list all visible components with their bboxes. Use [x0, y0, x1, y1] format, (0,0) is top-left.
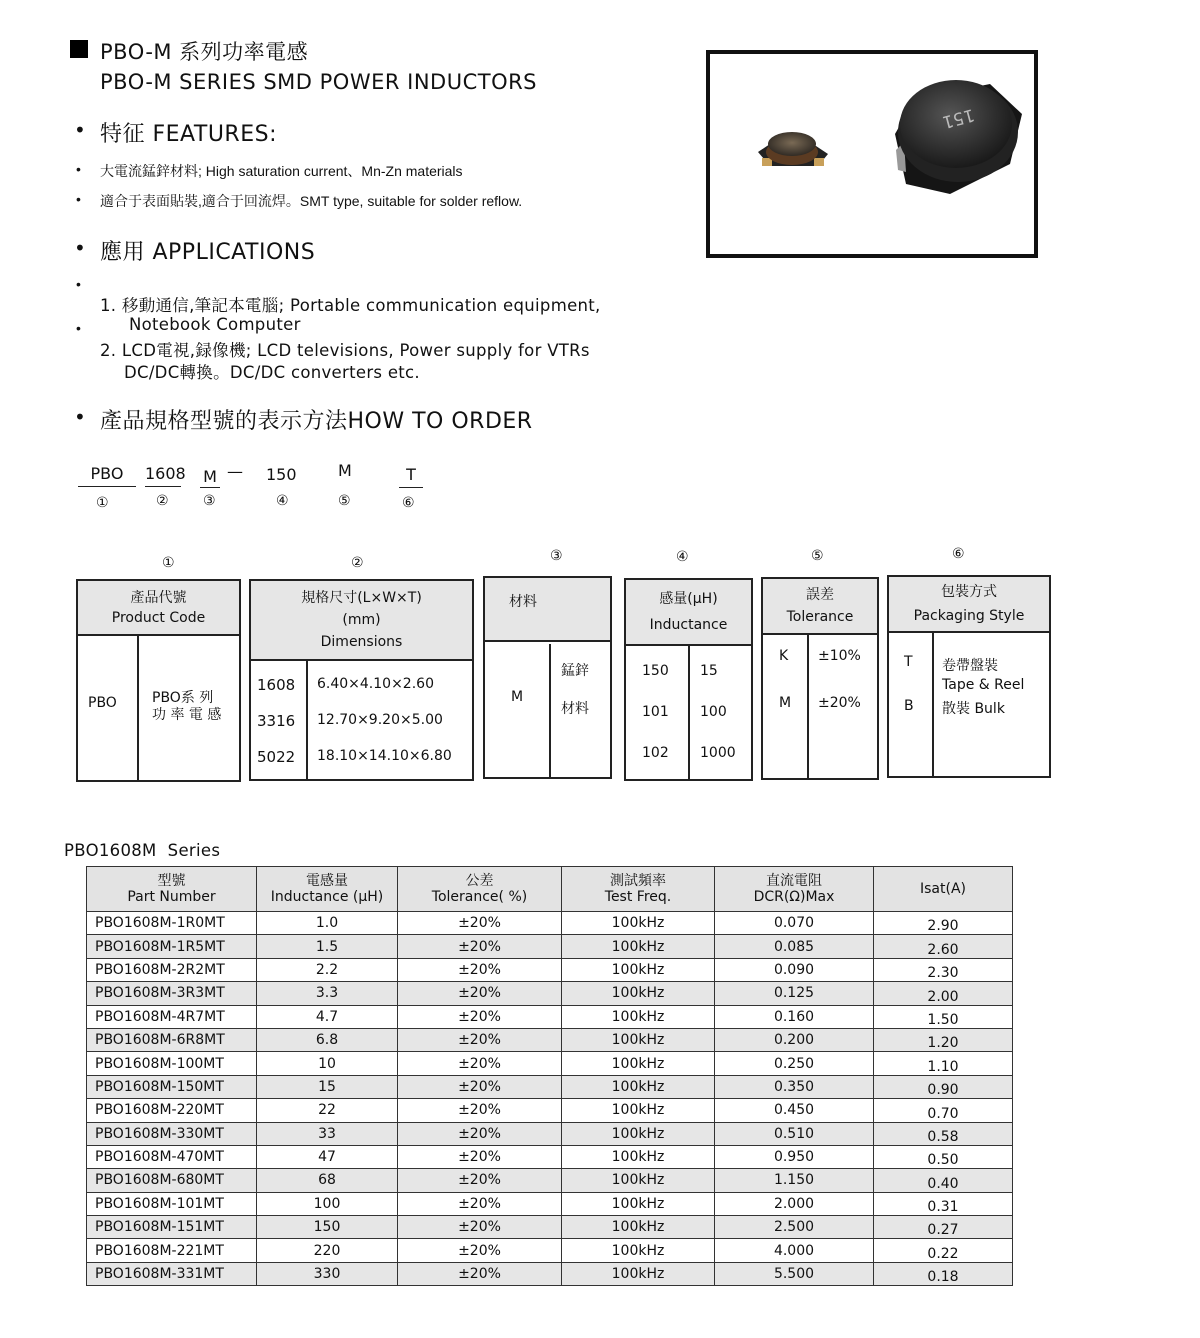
table-cell: 100kHz — [562, 935, 715, 958]
order-code-part: M — [200, 467, 220, 488]
header-en: Dimensions — [320, 634, 403, 650]
table-cell: 100kHz — [562, 1192, 715, 1215]
bullet-icon: • — [76, 320, 81, 336]
table-cell: 1.10 — [874, 1052, 1013, 1075]
table-cell: 0.160 — [715, 1005, 874, 1028]
table-cell: 100kHz — [562, 1052, 715, 1075]
table-cell: 15 — [257, 1075, 398, 1098]
code-cell: M — [511, 689, 524, 705]
desc-cell: 卷帶盤裝 — [942, 658, 998, 674]
table-cell: ±20% — [398, 1239, 562, 1262]
bullet-icon: • — [76, 191, 81, 207]
table-cell: 1.5 — [257, 935, 398, 958]
table-cell: 1.150 — [715, 1169, 874, 1192]
code-cell: 1608 — [257, 676, 296, 694]
application-line: 1. 移動通信,筆記本電腦; Portable communication equipment, — [100, 296, 601, 315]
table-cell: PBO1608M-6R8MT — [87, 1028, 257, 1051]
table-cell: PBO1608M-330MT — [87, 1122, 257, 1145]
table-cell: PBO1608M-470MT — [87, 1145, 257, 1168]
table-cell: ±20% — [398, 912, 562, 935]
header-en: Packaging Style — [913, 608, 1025, 624]
box-header — [626, 580, 751, 646]
table-cell: 2.2 — [257, 958, 398, 981]
box-header — [763, 579, 877, 635]
code-cell: 102 — [642, 745, 669, 761]
table-cell: ±20% — [398, 1028, 562, 1051]
table-cell: 2.60 — [874, 935, 1013, 958]
box-num: ④ — [676, 549, 689, 565]
table-cell: ±20% — [398, 1192, 562, 1215]
table-cell: ±20% — [398, 982, 562, 1005]
box-header — [889, 577, 1049, 633]
order-code-part: 1608 — [145, 464, 181, 487]
table-cell: 100kHz — [562, 958, 715, 981]
table-cell: 100 — [257, 1192, 398, 1215]
table-cell: 3.3 — [257, 982, 398, 1005]
column-header-cn: 電感量 — [306, 873, 348, 889]
desc-cell: 材料 — [561, 701, 589, 717]
table-cell: 0.250 — [715, 1052, 874, 1075]
table-cell: 1.0 — [257, 912, 398, 935]
table-cell: 0.510 — [715, 1122, 874, 1145]
table-cell: 100kHz — [562, 1216, 715, 1239]
table-row — [87, 958, 1013, 981]
table-cell: PBO1608M-100MT — [87, 1052, 257, 1075]
applications-heading: 應用 APPLICATIONS — [100, 240, 316, 265]
table-cell: 10 — [257, 1052, 398, 1075]
header-cn: 包裝方式 — [941, 584, 997, 600]
dim-cell: 6.40×4.10×2.60 — [317, 676, 434, 692]
table-cell: 4.000 — [715, 1239, 874, 1262]
order-num: ① — [96, 495, 109, 511]
table-cell: 0.70 — [874, 1099, 1013, 1122]
title-cn: PBO-M 系列功率電感 — [100, 40, 309, 64]
inductor-image — [710, 54, 1034, 254]
column-header — [874, 867, 1013, 912]
table-cell: 2.500 — [715, 1216, 874, 1239]
code-cell: M — [779, 695, 792, 711]
column-header-en: Tolerance( %) — [431, 889, 528, 905]
val-cell: 15 — [700, 663, 718, 679]
table-cell: ±20% — [398, 1262, 562, 1285]
order-num: ② — [156, 493, 169, 509]
box-num: ② — [351, 555, 364, 571]
table-cell: 0.085 — [715, 935, 874, 958]
table-cell: 100kHz — [562, 1262, 715, 1285]
table-cell: 68 — [257, 1169, 398, 1192]
feature-item: 大電流錳鋅材料; High saturation current、Mn-Zn materials — [100, 163, 463, 179]
val-cell: 1000 — [700, 745, 736, 761]
order-num: ④ — [276, 493, 289, 509]
box-header — [78, 581, 239, 636]
features-heading: 特征 FEATURES: — [100, 122, 277, 147]
table-row — [87, 1052, 1013, 1075]
column-header-en: Inductance (μH) — [270, 889, 384, 905]
column-header — [257, 867, 398, 912]
table-row — [87, 1216, 1013, 1239]
table-cell: PBO1608M-1R0MT — [87, 912, 257, 935]
application-line: Notebook Computer — [129, 315, 301, 334]
table-body — [87, 912, 1013, 1286]
spec-table — [86, 866, 1013, 1286]
table-cell: ±20% — [398, 1169, 562, 1192]
table-cell: 0.125 — [715, 982, 874, 1005]
code-cell: B — [904, 698, 914, 714]
table-cell: ±20% — [398, 958, 562, 981]
table-cell: 0.090 — [715, 958, 874, 981]
box-num: ⑥ — [952, 546, 965, 562]
table-cell: 5.500 — [715, 1262, 874, 1285]
material-box — [483, 576, 612, 779]
header-cn: 產品代號 — [130, 589, 187, 606]
column-header-en: Test Freq. — [604, 889, 672, 905]
table-cell: 1.50 — [874, 1005, 1013, 1028]
order-code-dash: — — [227, 462, 243, 481]
table-row — [87, 1145, 1013, 1168]
header-cn: 誤差 — [806, 587, 834, 603]
table-cell: 100kHz — [562, 1122, 715, 1145]
table-cell: 100kHz — [562, 1239, 715, 1262]
table-row — [87, 1239, 1013, 1262]
table-cell: ±20% — [398, 1005, 562, 1028]
table-cell: 0.070 — [715, 912, 874, 935]
box-num: ③ — [550, 548, 563, 564]
table-cell: PBO1608M-2R2MT — [87, 958, 257, 981]
header-cn: 材料 — [509, 594, 537, 610]
code-cell: 101 — [642, 704, 669, 720]
table-cell: 100kHz — [562, 1099, 715, 1122]
product-photo — [706, 50, 1038, 258]
order-num: ③ — [203, 493, 216, 509]
header-en: Inductance — [649, 617, 728, 633]
order-code-part: M — [338, 461, 352, 480]
table-cell: 0.450 — [715, 1099, 874, 1122]
table-cell: PBO1608M-680MT — [87, 1169, 257, 1192]
table-cell: 2.00 — [874, 982, 1013, 1005]
product-code-box — [76, 579, 241, 782]
table-cell: 100kHz — [562, 1005, 715, 1028]
table-cell: 100kHz — [562, 1169, 715, 1192]
table-row — [87, 1075, 1013, 1098]
inductor-marking: 151 — [939, 104, 977, 132]
header-cn: 規格尺寸(L×W×T) — [301, 590, 422, 606]
table-cell: PBO1608M-3R3MT — [87, 982, 257, 1005]
desc-cell: 散裝 Bulk — [942, 701, 1005, 717]
title-en: PBO-M SERIES SMD POWER INDUCTORS — [100, 70, 538, 94]
table-row — [87, 982, 1013, 1005]
table-cell: 0.50 — [874, 1145, 1013, 1168]
table-row — [87, 1262, 1013, 1285]
application-line: DC/DC轉換。DC/DC converters etc. — [124, 363, 420, 382]
code-cell: T — [904, 654, 913, 670]
table-cell: 2.90 — [874, 912, 1013, 935]
column-header — [562, 867, 715, 912]
val-cell: 100 — [700, 704, 727, 720]
table-row — [87, 1169, 1013, 1192]
table-cell: ±20% — [398, 935, 562, 958]
bullet-icon: • — [74, 118, 86, 142]
code-cell: K — [779, 648, 789, 664]
table-cell: 100kHz — [562, 982, 715, 1005]
table-row — [87, 1028, 1013, 1051]
desc-cell: PBO系 列 — [152, 690, 214, 706]
code-cell: 150 — [642, 663, 669, 679]
box-header — [485, 578, 610, 642]
table-cell: 100kHz — [562, 1028, 715, 1051]
column-header — [715, 867, 874, 912]
table-cell: 0.31 — [874, 1192, 1013, 1215]
table-cell: 0.40 — [874, 1169, 1013, 1192]
order-num: ⑤ — [338, 493, 351, 509]
large-inductor — [895, 80, 1022, 194]
val-cell: ±20% — [818, 695, 861, 711]
table-cell: PBO1608M-221MT — [87, 1239, 257, 1262]
val-cell: ±10% — [818, 648, 861, 664]
table-cell: 0.58 — [874, 1122, 1013, 1145]
column-header — [398, 867, 562, 912]
table-cell: 22 — [257, 1099, 398, 1122]
title-square-icon — [70, 40, 88, 58]
column-header-en: Part Number — [127, 889, 216, 905]
table-header-row — [87, 867, 1013, 912]
table-cell: 2.30 — [874, 958, 1013, 981]
table-cell: 0.350 — [715, 1075, 874, 1098]
table-cell: PBO1608M-150MT — [87, 1075, 257, 1098]
column-header-cn: 測試頻率 — [610, 873, 666, 889]
table-cell: 6.8 — [257, 1028, 398, 1051]
desc-cell: 錳鋅 — [561, 663, 589, 679]
table-cell: PBO1608M-4R7MT — [87, 1005, 257, 1028]
small-inductor — [758, 132, 828, 166]
table-cell: PBO1608M-220MT — [87, 1099, 257, 1122]
table-row — [87, 1005, 1013, 1028]
table-cell: 100kHz — [562, 1075, 715, 1098]
feature-item: 適合于表面貼裝,適合于回流焊。SMT type, suitable for solder reflow. — [100, 193, 523, 209]
header-cn: 感量(μH) — [659, 591, 718, 607]
table-cell: ±20% — [398, 1075, 562, 1098]
table-cell: 4.7 — [257, 1005, 398, 1028]
table-cell: ±20% — [398, 1052, 562, 1075]
table-cell: 33 — [257, 1122, 398, 1145]
table-cell: 1.20 — [874, 1028, 1013, 1051]
code-cell: PBO — [88, 695, 117, 711]
table-cell: PBO1608M-331MT — [87, 1262, 257, 1285]
tolerance-box — [761, 577, 879, 780]
order-code-part: T — [399, 465, 423, 488]
table-cell: ±20% — [398, 1122, 562, 1145]
table-cell: 100kHz — [562, 912, 715, 935]
table-cell: 150 — [257, 1216, 398, 1239]
header-en: Product Code — [111, 609, 206, 626]
table-row — [87, 1192, 1013, 1215]
table-cell: PBO1608M-151MT — [87, 1216, 257, 1239]
table-cell: 330 — [257, 1262, 398, 1285]
table-cell: PBO1608M-1R5MT — [87, 935, 257, 958]
order-code-part: PBO — [78, 464, 136, 487]
inductance-box — [624, 578, 753, 781]
dim-cell: 18.10×14.10×6.80 — [317, 748, 452, 764]
bullet-icon: • — [76, 276, 81, 292]
desc-cell: 功 率 電 感 — [152, 707, 222, 723]
table-cell: 0.27 — [874, 1216, 1013, 1239]
table-cell: 0.200 — [715, 1028, 874, 1051]
dimensions-box — [249, 579, 474, 781]
application-line: 2. LCD電視,録像機; LCD televisions, Power supply for VTRs — [100, 341, 590, 360]
column-header-cn: 型號 — [157, 873, 186, 889]
header-unit: (mm) — [342, 612, 381, 628]
header-en: Tolerance — [786, 609, 854, 625]
box-num: ⑤ — [811, 548, 824, 564]
table-cell: ±20% — [398, 1216, 562, 1239]
column-header-cn: 直流電阻 — [766, 873, 822, 889]
table-cell: 220 — [257, 1239, 398, 1262]
table-row — [87, 935, 1013, 958]
table-cell: 100kHz — [562, 1145, 715, 1168]
table-row — [87, 1122, 1013, 1145]
table-cell: 0.18 — [874, 1262, 1013, 1285]
order-num: ⑥ — [402, 495, 415, 511]
box-num: ① — [162, 555, 175, 571]
column-header-en: DCR(Ω)Max — [753, 889, 835, 905]
box-header — [251, 581, 472, 661]
table-cell: PBO1608M-101MT — [87, 1192, 257, 1215]
table-cell: 2.000 — [715, 1192, 874, 1215]
table-cell: ±20% — [398, 1145, 562, 1168]
code-cell: 3316 — [257, 712, 296, 730]
bullet-icon: • — [76, 161, 81, 177]
order-code-part: 150 — [266, 465, 297, 484]
bullet-icon: • — [74, 405, 86, 429]
code-cell: 5022 — [257, 748, 296, 766]
table-cell: ±20% — [398, 1099, 562, 1122]
table-cell: 47 — [257, 1145, 398, 1168]
table-cell: 0.22 — [874, 1239, 1013, 1262]
table-cell: 0.90 — [874, 1075, 1013, 1098]
bullet-icon: • — [74, 236, 86, 260]
table-row — [87, 912, 1013, 935]
packaging-box — [887, 575, 1051, 778]
dim-cell: 12.70×9.20×5.00 — [317, 712, 443, 728]
column-header — [87, 867, 257, 912]
table-cell: 0.950 — [715, 1145, 874, 1168]
series-title: PBO1608M Series — [64, 841, 221, 860]
table-row — [87, 1099, 1013, 1122]
column-header-cn: 公差 — [465, 873, 494, 889]
column-header-en: Isat(A) — [920, 881, 966, 897]
how-to-order-heading: 產品規格型號的表示方法HOW TO ORDER — [100, 409, 533, 434]
desc-cell: Tape & Reel — [942, 677, 1025, 693]
